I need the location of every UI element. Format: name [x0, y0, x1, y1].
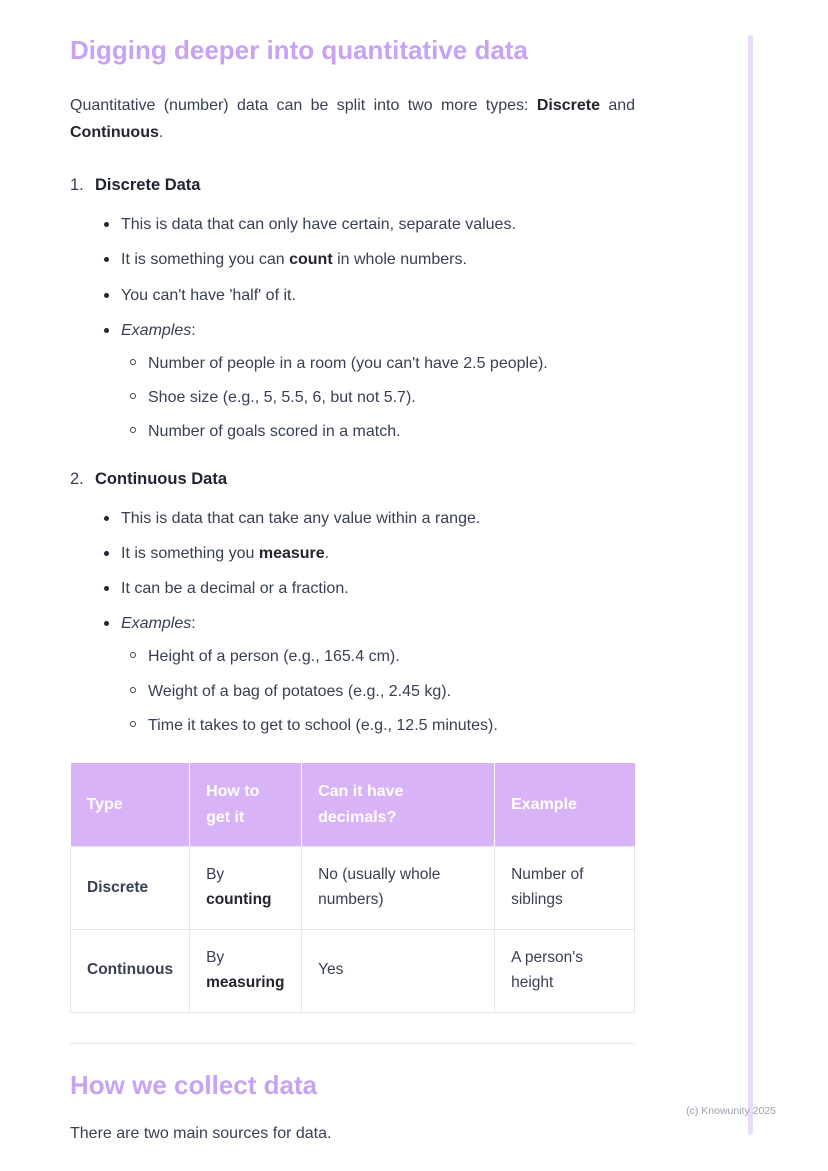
example-text: Time it takes to get to school (e.g., 12.5 minutes).	[148, 716, 498, 734]
numbered-section-continuous	[70, 470, 635, 737]
list-item	[130, 714, 635, 737]
bullet-icon	[104, 257, 109, 262]
example-text: Shoe size (e.g., 5, 5.5, 6, but not 5.7).	[148, 389, 416, 407]
list-item	[104, 284, 635, 307]
list-item	[130, 420, 635, 443]
bullet-text: This is data that can take any value within a range.	[121, 509, 481, 527]
section-divider	[70, 1043, 635, 1044]
bullet-list	[70, 213, 635, 443]
list-item	[104, 577, 635, 600]
list-item	[104, 542, 635, 565]
bullet-text: It can be a decimal or a fraction.	[121, 579, 349, 597]
table-header-row	[71, 763, 635, 847]
circle-bullet-icon	[130, 359, 136, 365]
list-number: 2.	[70, 469, 84, 488]
closing-paragraph: There are two main sources for data.	[70, 1124, 332, 1142]
list-item	[104, 507, 635, 530]
bullet-icon	[104, 222, 109, 227]
list-title: Continuous Data	[95, 469, 227, 488]
bullet-text: Examples:	[121, 615, 196, 633]
circle-bullet-icon	[130, 721, 136, 727]
list-item-examples	[104, 612, 635, 737]
table-cell-how: By measuring	[190, 929, 302, 1012]
circle-bullet-icon	[130, 393, 136, 399]
list-number: 1.	[70, 176, 84, 195]
copyright-text: (c) Knowunity 2025	[686, 1105, 776, 1117]
table-header-cell-example: Example	[495, 763, 635, 847]
numbered-heading	[70, 176, 635, 195]
list-item	[130, 680, 635, 703]
table-cell-decimals: Yes	[302, 929, 495, 1012]
bullet-text: You can't have 'half' of it.	[121, 286, 296, 304]
bullet-icon	[104, 516, 109, 521]
circle-bullet-icon	[130, 652, 136, 658]
example-text: Weight of a bag of potatoes (e.g., 2.45 kg).	[148, 682, 452, 700]
section-title: How we collect data	[70, 1069, 318, 1100]
table-header-cell-type: Type	[71, 763, 190, 847]
page-title: Digging deeper into quantitative data	[70, 35, 528, 65]
list-item	[130, 645, 635, 668]
example-text: Number of people in a room (you can't have 2.5 people).	[148, 355, 548, 373]
list-item-examples	[104, 319, 635, 444]
table-cell-example: A person's height	[495, 929, 635, 1012]
example-text: Number of goals scored in a match.	[148, 423, 401, 441]
table-cell-type: Continuous	[71, 929, 190, 1012]
numbered-section-discrete	[70, 176, 635, 443]
bullet-list	[70, 507, 635, 737]
bullet-text: This is data that can only have certain, separate values.	[121, 216, 516, 234]
bullet-icon	[104, 621, 109, 626]
table-cell-type: Discrete	[71, 847, 190, 930]
bullet-icon	[104, 328, 109, 333]
list-item	[130, 352, 635, 375]
example-list	[104, 352, 635, 444]
table-row-continuous	[71, 929, 635, 1012]
bullet-icon	[104, 551, 109, 556]
bullet-icon	[104, 293, 109, 298]
list-title: Discrete Data	[95, 176, 201, 195]
bullet-text: Examples:	[121, 321, 196, 339]
table-header-cell-decimals: Can it have decimals?	[302, 763, 495, 847]
list-item	[104, 213, 635, 236]
example-list	[104, 645, 635, 737]
circle-bullet-icon	[130, 427, 136, 433]
table-header	[71, 763, 635, 847]
page-edge-bar	[748, 35, 753, 1135]
table-header-cell-how: How to get it	[190, 763, 302, 847]
example-text: Height of a person (e.g., 165.4 cm).	[148, 648, 400, 666]
table-cell-example: Number of siblings	[495, 847, 635, 930]
table-cell-decimals: No (usually whole numbers)	[302, 847, 495, 930]
bullet-text: It is something you can count in whole numbers.	[121, 251, 467, 269]
table-cell-how: By counting	[190, 847, 302, 930]
bullet-text: It is something you measure.	[121, 544, 330, 562]
list-item	[104, 248, 635, 271]
intro-paragraph: Quantitative (number) data can be split into two more types: Discrete and Continuous.	[70, 96, 636, 142]
table-row-discrete	[71, 847, 635, 930]
list-item	[130, 386, 635, 409]
numbered-heading	[70, 470, 635, 489]
circle-bullet-icon	[130, 687, 136, 693]
bullet-icon	[104, 586, 109, 591]
comparison-table	[70, 763, 635, 1013]
